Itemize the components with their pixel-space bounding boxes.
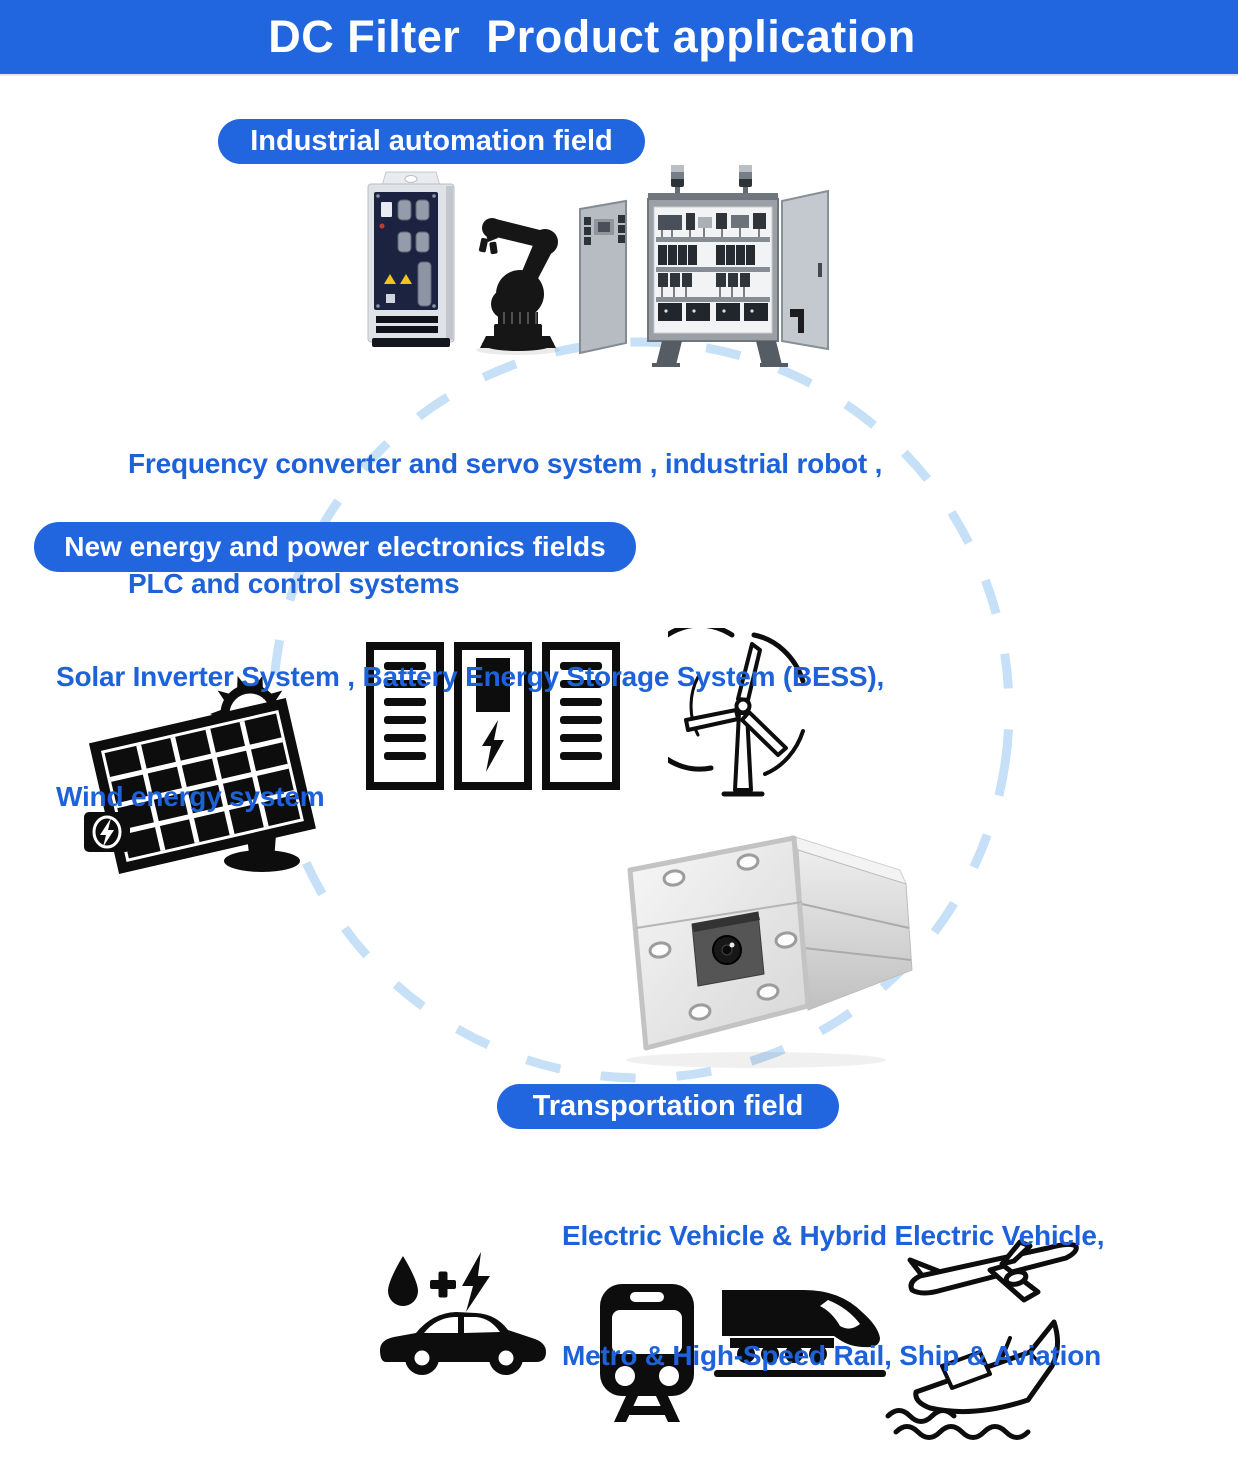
transport-description-line2: Metro & High-Speed Rail, Ship & Aviation — [562, 1340, 1102, 1371]
industrial-description-line2: PLC and control systems — [128, 568, 460, 599]
pill-new-energy: New energy and power electronics fields — [34, 522, 636, 572]
energy-description-line2: Wind energy system — [56, 781, 325, 812]
hybrid-electric-car-icon — [378, 1250, 553, 1382]
header-banner — [0, 0, 1238, 76]
transport-description-line1: Electric Vehicle & Hybrid Electric Vehicle, — [562, 1220, 1105, 1251]
energy-description — [56, 577, 884, 897]
page-title: DC Filter Product application — [268, 11, 916, 62]
servo-drive-photo — [358, 170, 464, 352]
pill-transportation: Transportation field — [497, 1084, 839, 1129]
industrial-description-line1: Frequency converter and servo system , industrial robot , — [128, 448, 883, 479]
signal-tower-icon — [671, 165, 752, 195]
industrial-robot-photo — [460, 186, 572, 356]
pill-industrial-automation: Industrial automation field — [218, 119, 645, 164]
lightning-icon — [462, 1252, 490, 1312]
energy-description-line1: Solar Inverter System , Battery Energy Storage System (BESS), — [56, 661, 885, 692]
transport-description — [562, 1136, 1104, 1456]
water-drop-icon — [388, 1256, 418, 1306]
control-cabinet-photo — [574, 163, 840, 367]
plus-icon — [430, 1272, 456, 1298]
